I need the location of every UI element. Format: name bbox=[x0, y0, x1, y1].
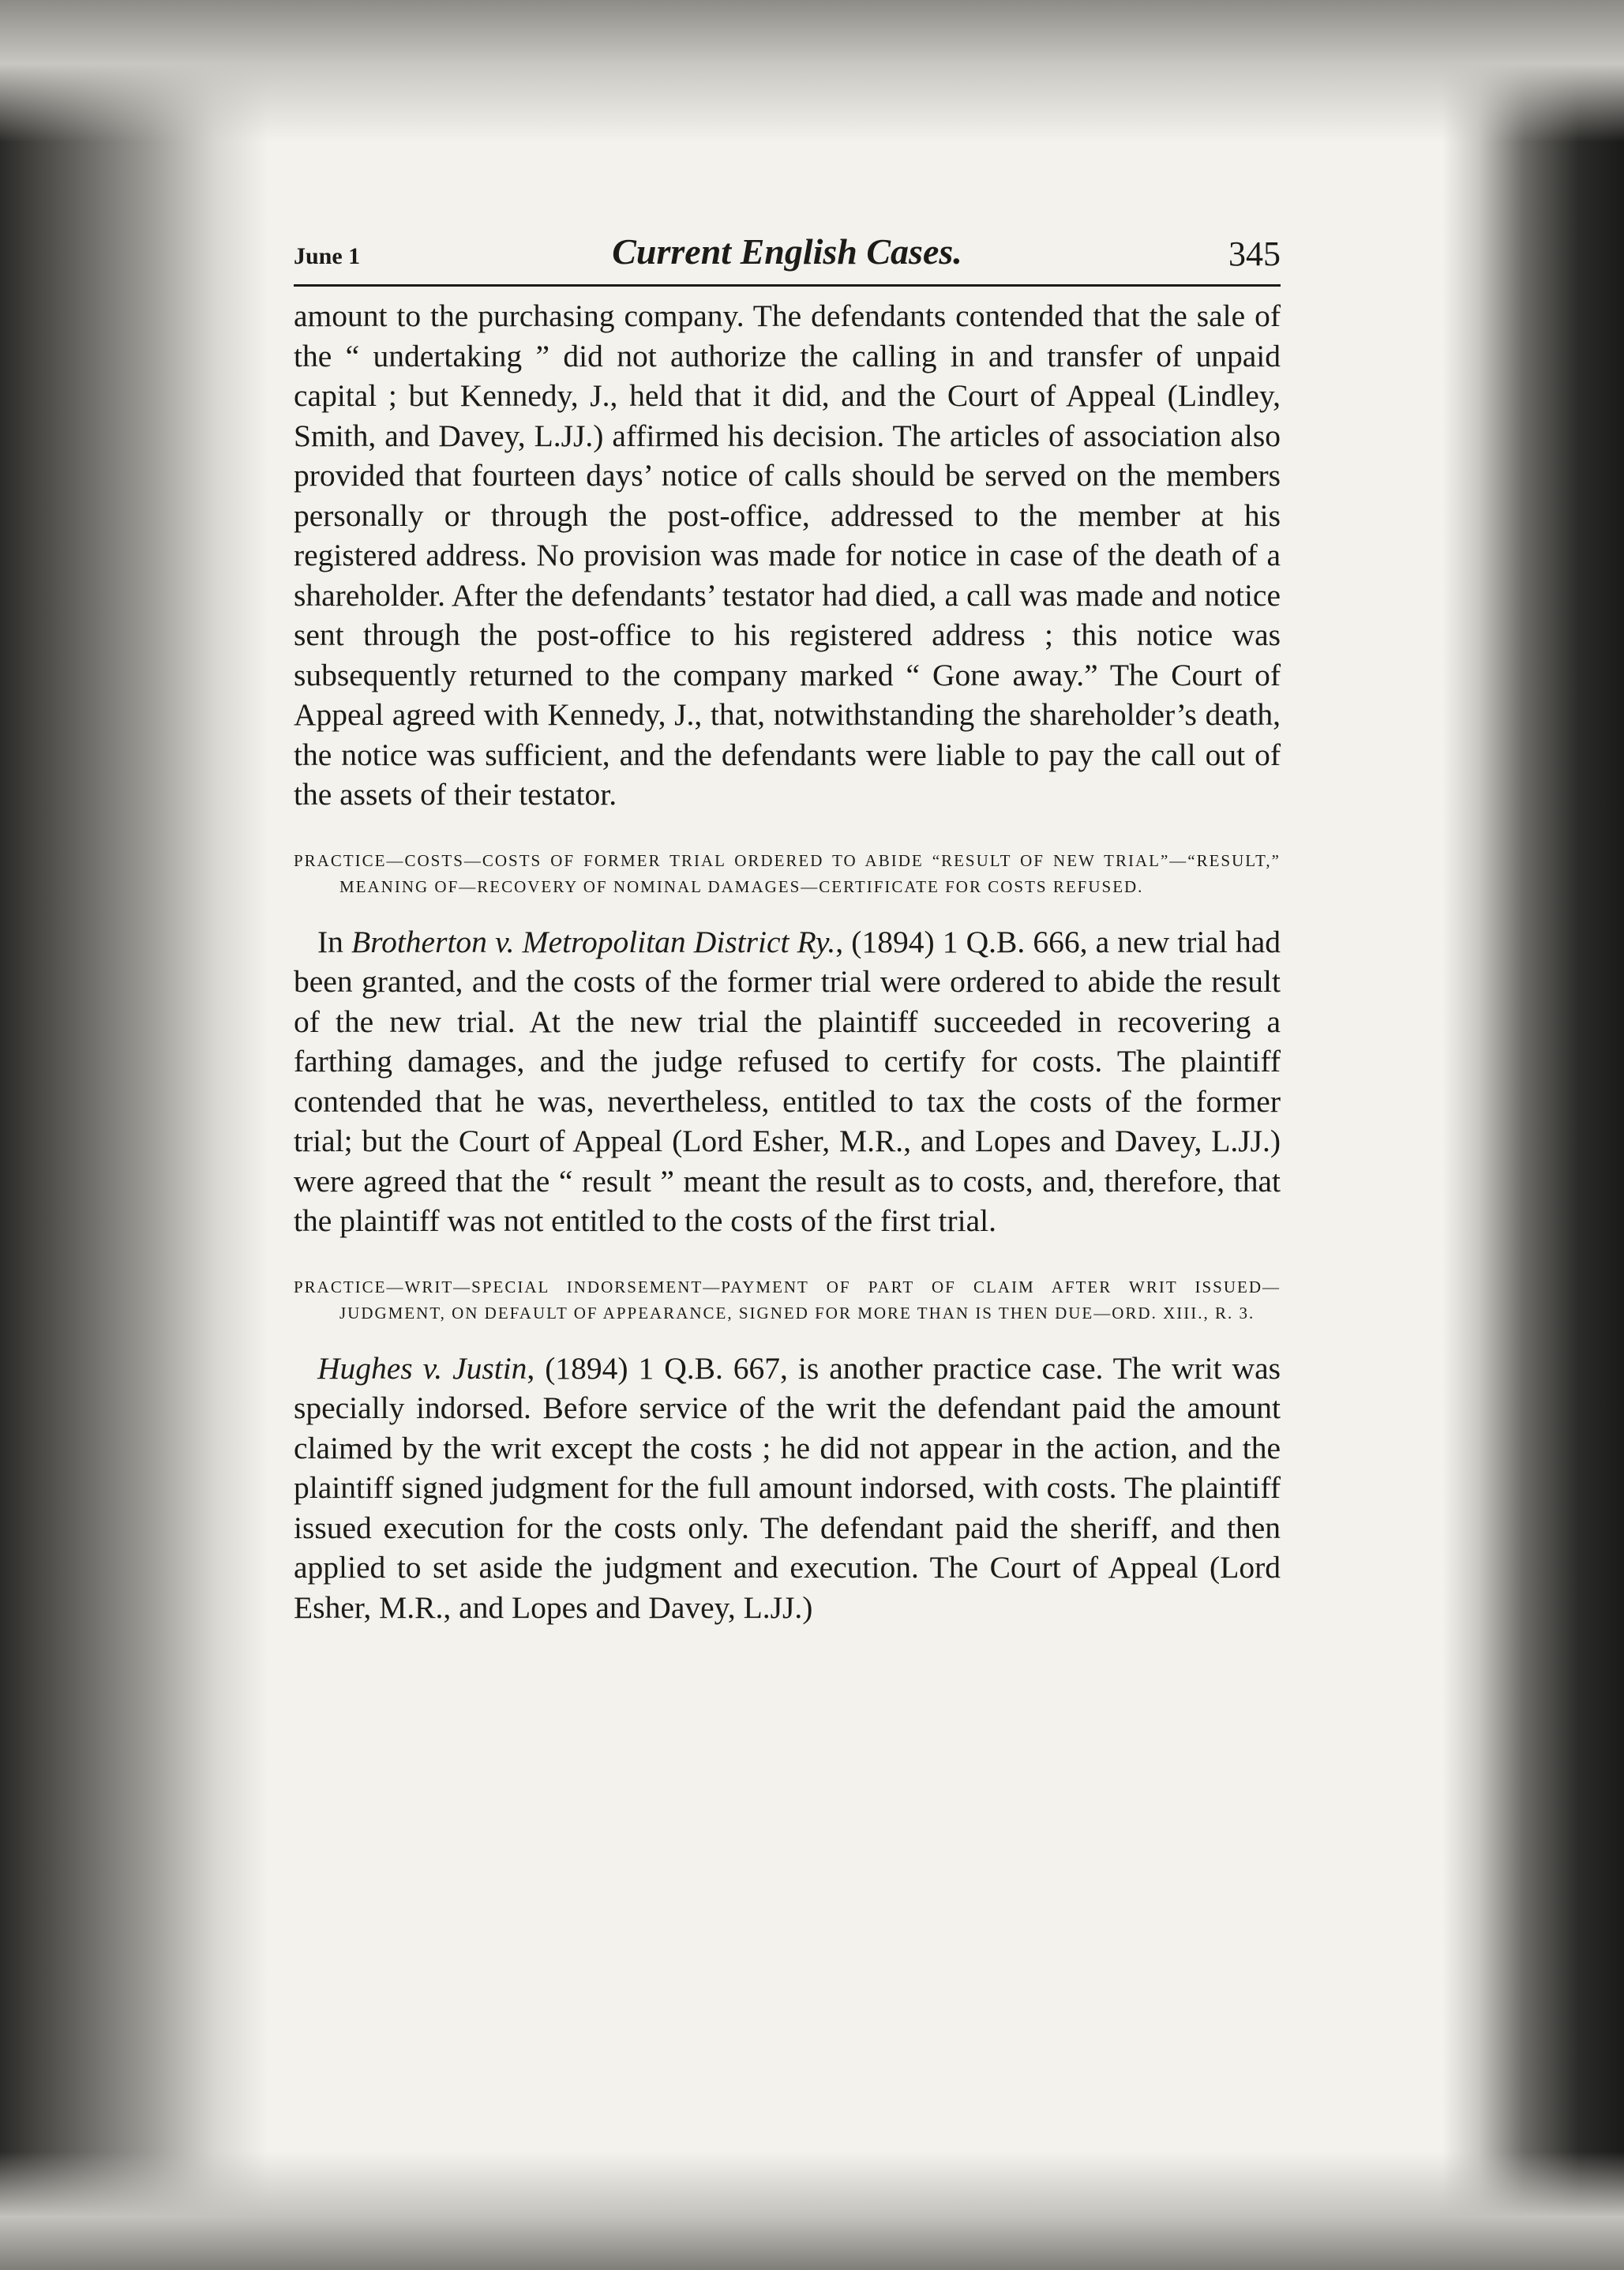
scan-shadow-right bbox=[1442, 0, 1624, 2270]
paragraph-2-lead: In bbox=[317, 924, 352, 959]
page-number: 345 bbox=[1228, 235, 1281, 273]
running-head bbox=[294, 229, 1281, 287]
paragraph-2-text: , (1894) 1 Q.B. 666, a new trial had been granted, and the costs of the former trial were ordered to abide the result of the new trial. At the new trial the plaintiff succeeded in recovering a farthing damages, and the judge refused to certify for costs. The plaintiff contended that he was, nevertheless, entitled to tax the costs of the former trial; but the Court of Appeal (Lord Esher, M.R., and Lopes and Davey, L.JJ.) were agreed that the “ result ” meant the result as to costs, and, therefore, that the plaintiff was not entitled to the costs of the first trial. bbox=[294, 924, 1281, 1238]
paragraph-2 bbox=[294, 922, 1281, 1241]
scan-shadow-top bbox=[0, 0, 1624, 142]
section-heading-practice-costs: PRACTICE—COSTS—COSTS OF FORMER TRIAL ORDERED TO ABIDE “RESULT OF NEW TRIAL”—“RESULT,” MEANING OF—RECOVERY OF NOMINAL DAMAGES—CERTIFICATE FOR COSTS REFUSED. bbox=[294, 850, 1281, 896]
paragraph-1: amount to the purchasing company. The defendants contended that the sale of the “ undertaking ” did not authorize the calling in and transfer of unpaid capital ; but Kennedy, J., held that it did, and the Court of Appeal (Lindley, Smith, and Davey, L.JJ.) affirmed his decision. The articles of association also provided that fourteen days’ notice of calls should be served on the members personally or through the post-office, addressed to the member at his registered address. No provision was made for notice in case of the death of a shareholder. After the defendants’ testator had died, a call was made and notice sent through the post-office to his registered address ; this notice was subsequently returned to the company marked “ Gone away.” The Court of Appeal agreed with Kennedy, J., that, notwithstanding the shareholder’s death, the notice was sufficient, and the defendants were liable to pay the call out of the assets of their testator. bbox=[294, 298, 1281, 812]
header-title: Current English Cases. bbox=[612, 231, 962, 272]
scan-shadow-left bbox=[0, 0, 268, 2270]
page-content bbox=[294, 229, 1281, 1627]
header-date: June 1 bbox=[294, 243, 361, 269]
paragraph-3 bbox=[294, 1349, 1281, 1628]
scan-shadow-bottom bbox=[0, 2152, 1624, 2270]
case-name-hughes: Hughes v. Justin bbox=[317, 1350, 527, 1386]
case-name-brotherton: Brotherton v. Metropolitan District Ry. bbox=[351, 924, 836, 959]
paragraph-3-text: , (1894) 1 Q.B. 667, is another practice case. The writ was specially indorsed. Before service of the writ the defendant paid the amount claimed by the writ except the costs ; he did not appear in the action, and the plaintiff signed judgment for the full amount indorsed, with costs. The plaintiff issued execution for the costs only. The defendant paid the sheriff, and then applied to set aside the judgment and execution. The Court of Appeal (Lord Esher, M.R., and Lopes and Davey, L.JJ.) bbox=[294, 1350, 1281, 1625]
section-heading-practice-writ: PRACTICE—WRIT—SPECIAL INDORSEMENT—PAYMENT OF PART OF CLAIM AFTER WRIT ISSUED—JUDGMENT, ON DEFAULT OF APPEARANCE, SIGNED FOR MORE THAN IS THEN DUE—ORD. XIII., R. 3. bbox=[294, 1277, 1281, 1323]
